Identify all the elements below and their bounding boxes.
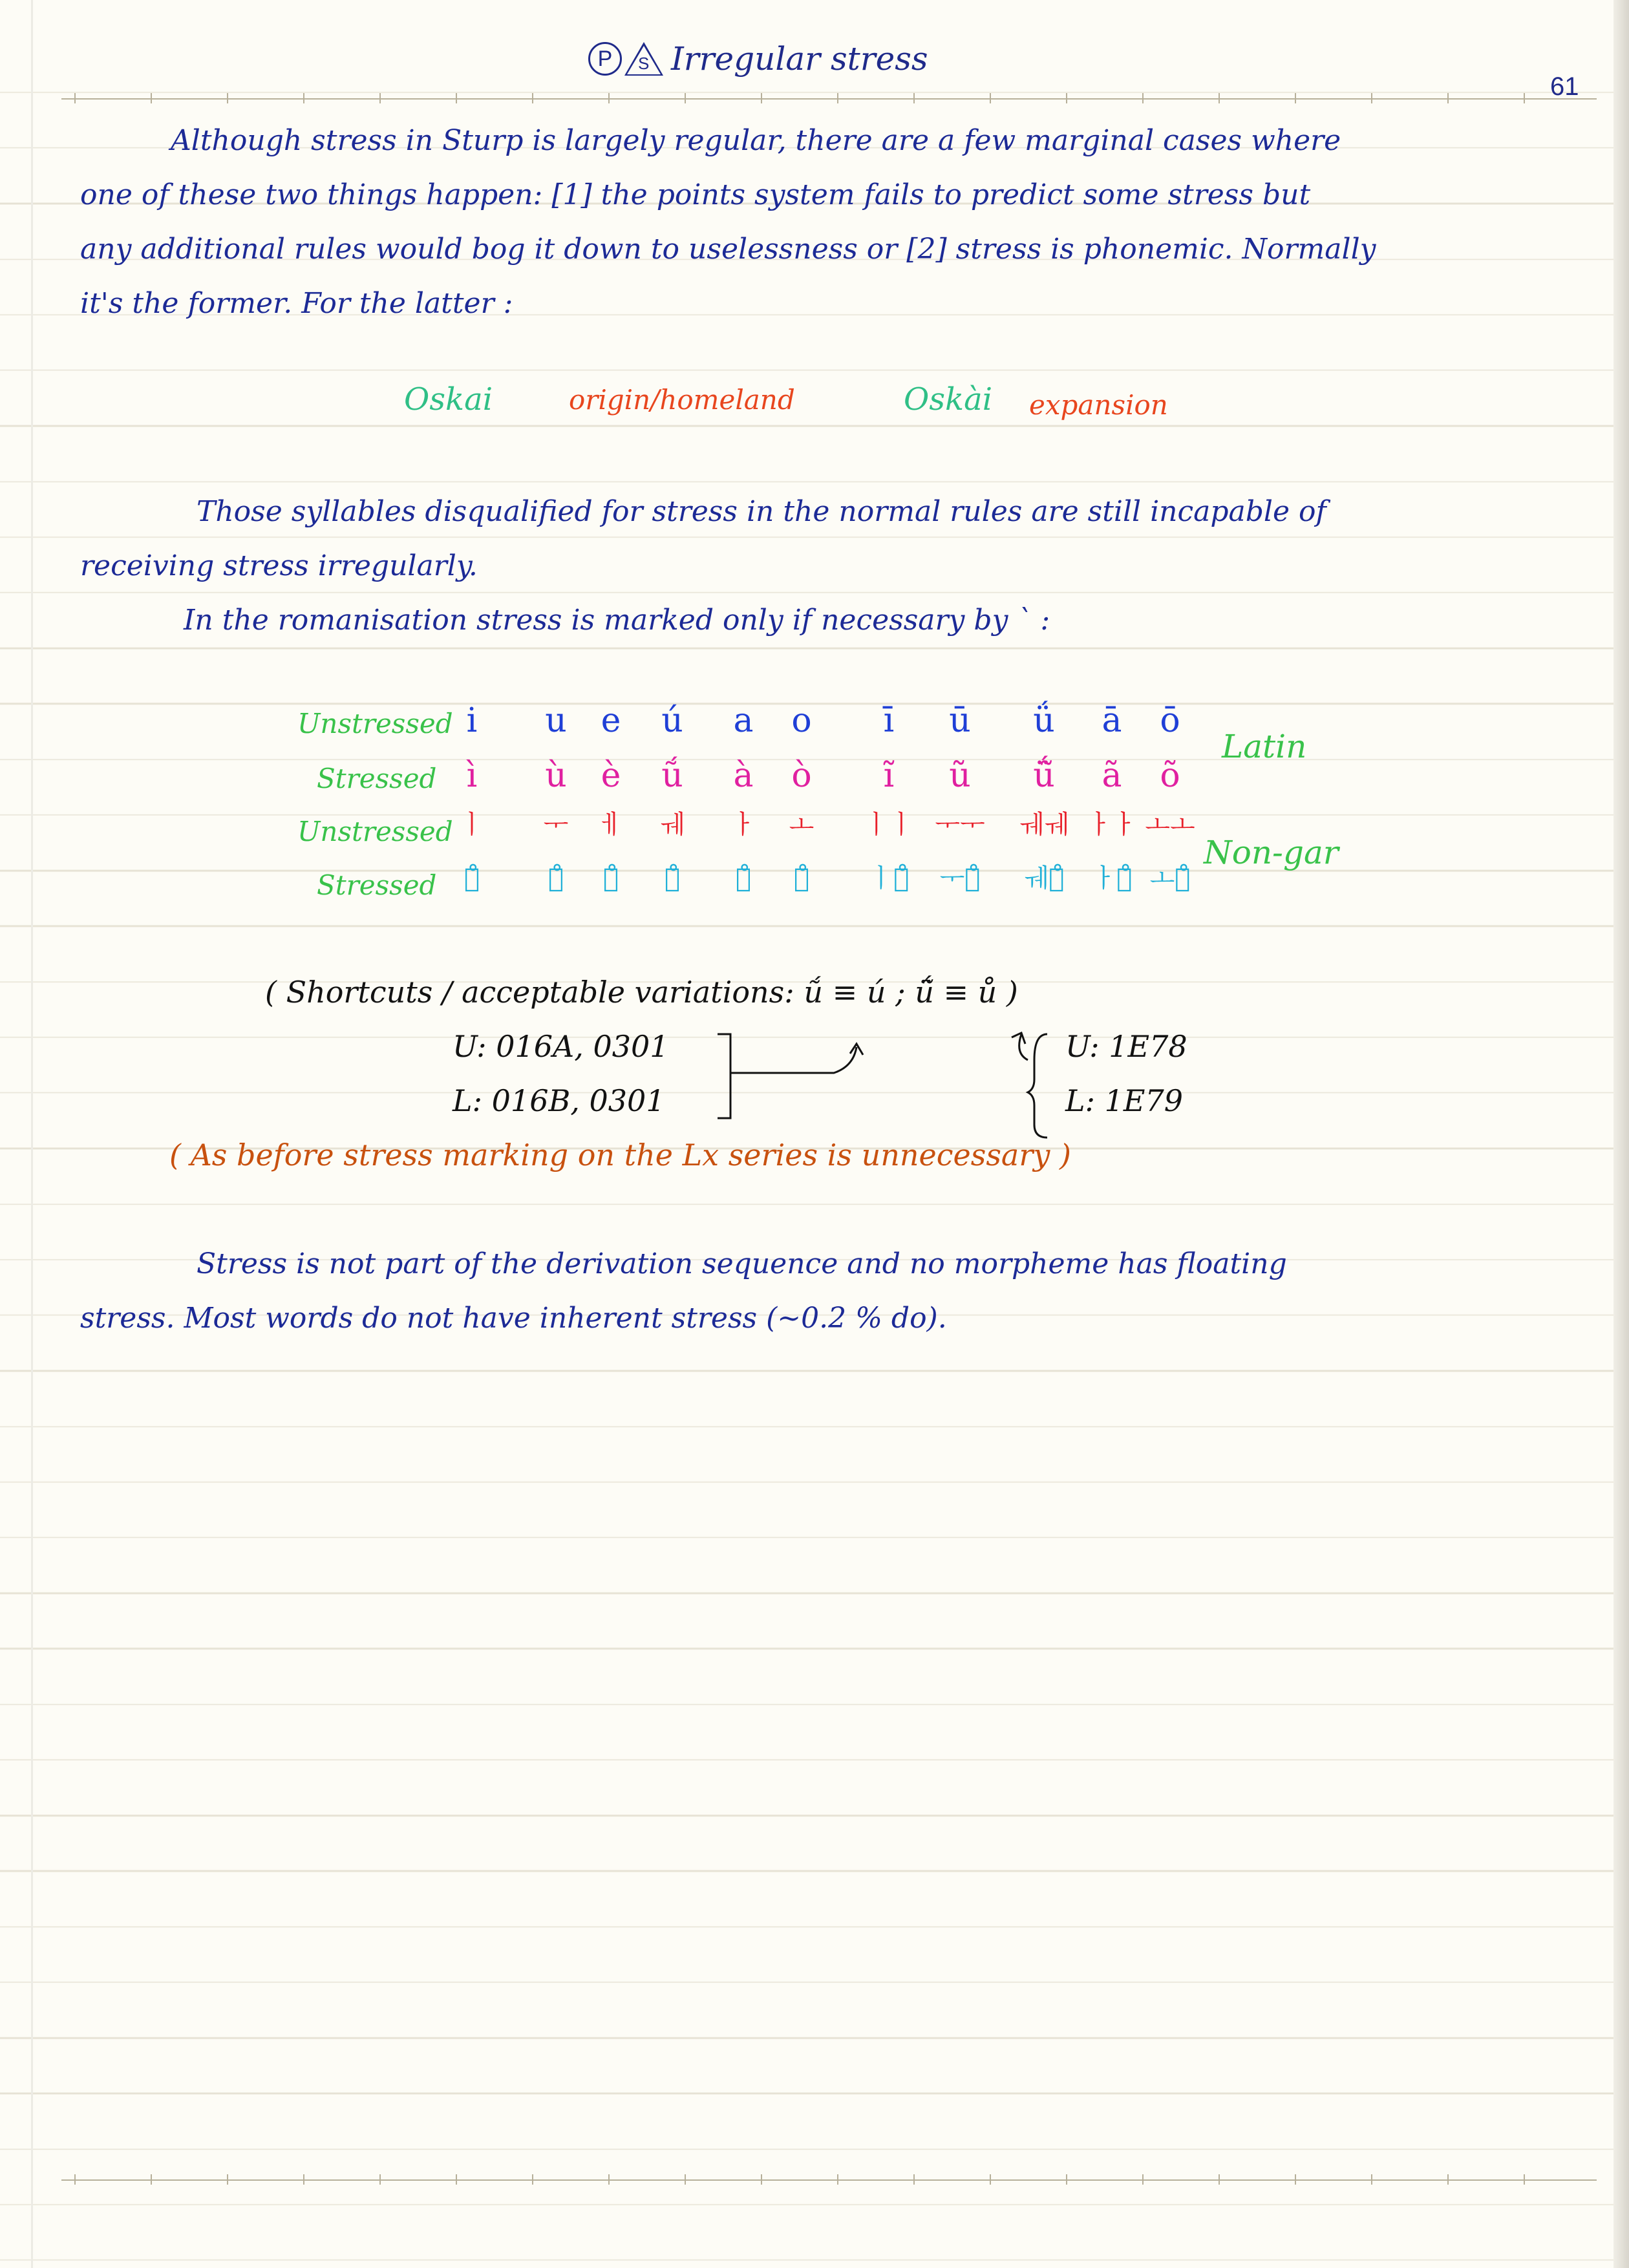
table-cell: õ — [1160, 756, 1180, 795]
table-cell: ㅏㅏ — [1087, 810, 1137, 840]
table-cell: à — [733, 756, 754, 795]
header-rule — [61, 98, 1597, 100]
table-cell: ṹ — [661, 756, 683, 795]
table-cell: ǘ̃ — [1033, 756, 1055, 795]
table-cell: ㅣㅣ̊ — [868, 864, 910, 893]
table-cell: e — [601, 701, 621, 740]
table-cell: ā — [1102, 701, 1122, 740]
table-cell: ᅮ̊ — [548, 864, 564, 893]
paragraph-2-line: receiving stress irregularly. — [80, 549, 478, 582]
table-cell: ã — [1102, 756, 1122, 795]
table-cell: ㅔ̊ — [602, 864, 619, 893]
table-cell: ū — [949, 701, 971, 740]
table-cell: è — [601, 756, 621, 795]
table-cell: ㅞㅞ̊ — [1023, 864, 1065, 893]
group-label-latin: Latin — [1222, 728, 1307, 765]
series-note: ( As before stress marking on the Lx series is unnecessary ) — [169, 1138, 1071, 1172]
table-cell: ㅣㅣ — [864, 810, 914, 840]
table-cell: a — [733, 701, 754, 740]
example-gloss-1: origin/homeland — [569, 384, 795, 416]
paragraph-2-line: Those syllables disqualified for stress in the normal rules are still incapable of — [197, 495, 1326, 528]
table-cell: u — [545, 701, 567, 740]
table-row-label: Stressed — [317, 763, 437, 794]
table-cell: ㅗㅗ̊ — [1149, 864, 1191, 893]
paragraph-1 — [80, 114, 1376, 331]
table-cell: ㅣ̊ — [463, 864, 480, 893]
table-cell: ᅮᅮ̊ — [939, 864, 981, 893]
paragraph-1-line: one of these two things happen: [1] the points system fails to predict some stress but — [80, 178, 1311, 211]
table-row-label: Stressed — [317, 869, 437, 901]
table-cell: ㅞ̊ — [664, 864, 680, 893]
table-cell: ò — [791, 756, 812, 795]
table-cell: i — [466, 701, 478, 740]
table-cell: ī — [883, 701, 895, 740]
code-lower-left: L: 016B, 0301 — [452, 1083, 665, 1118]
page-number: 61 — [1550, 72, 1579, 101]
table-cell: ō — [1160, 701, 1180, 740]
triangle-letter-icon — [624, 42, 663, 76]
table-cell: ㅏ — [730, 810, 756, 840]
paragraph-1-line: any additional rules would bog it down to uselessness or [2] stress is phonemic. Normally — [80, 233, 1376, 266]
code-upper-left: U: 016A, 0301 — [452, 1029, 669, 1064]
example-word-2: Oskài — [904, 381, 993, 418]
code-lower-right: L: 1E79 — [1065, 1083, 1184, 1118]
page-binding-shadow — [31, 0, 33, 2268]
table-cell: ú — [661, 701, 683, 740]
triangle-letter: S — [638, 54, 650, 73]
paragraph-1-line: it's the former. For the latter : — [80, 287, 513, 320]
table-cell: ũ — [949, 756, 971, 795]
shortcuts-line: ( Shortcuts / acceptable variations: ṹ ≡ ú ; ǘ̃ ≡ ů ) — [265, 975, 1018, 1010]
paragraph-3-line: stress. Most words do not have inherent stress (~0.2 % do). — [80, 1302, 947, 1335]
code-upper-right: U: 1E78 — [1065, 1029, 1187, 1064]
paragraph-1-line: Although stress in Sturp is largely regular, there are a few marginal cases where — [171, 124, 1341, 157]
circle-letter-icon: P — [588, 42, 622, 76]
table-cell: ㅣ — [459, 810, 485, 840]
table-cell: ㅏㅏ̊ — [1091, 864, 1133, 893]
paragraph-3 — [80, 1237, 1287, 1346]
paragraph-2-line: In the romanisation stress is marked only if necessary by ` : — [184, 604, 1050, 637]
page-header — [588, 40, 928, 78]
group-label-non-gar: Non-gar — [1204, 834, 1339, 871]
table-cell: ㅔ — [598, 810, 624, 840]
page-title: Irregular stress — [671, 40, 928, 78]
paragraph-3-line: Stress is not part of the derivation sequence and no morpheme has floating — [197, 1247, 1287, 1280]
table-cell: ㅗ — [789, 810, 814, 840]
table-cell: ㅞ — [659, 810, 685, 840]
table-cell: ㅞㅞ — [1019, 810, 1069, 840]
table-cell: ù — [545, 756, 567, 795]
table-cell: ĩ — [883, 756, 895, 795]
page-edge — [1613, 0, 1629, 2268]
table-cell: ㅗㅗ — [1145, 810, 1195, 840]
table-row-label: Unstressed — [297, 816, 453, 847]
table-cell: ᅮᅮ — [935, 810, 985, 840]
table-cell: ǘ — [1033, 701, 1055, 740]
paragraph-2 — [80, 485, 1326, 648]
example-word-1: Oskai — [404, 381, 493, 418]
footer-rule — [61, 2179, 1597, 2181]
table-cell: ì — [466, 756, 478, 795]
table-cell: o — [791, 701, 812, 740]
table-cell: ㅗ̊ — [793, 864, 809, 893]
table-cell: ᅮ — [543, 810, 569, 840]
bracket-arrow-left — [705, 1008, 873, 1138]
example-gloss-2: expansion — [1029, 389, 1168, 421]
table-cell: ㅏ̊ — [735, 864, 751, 893]
table-row-label: Unstressed — [297, 708, 453, 739]
